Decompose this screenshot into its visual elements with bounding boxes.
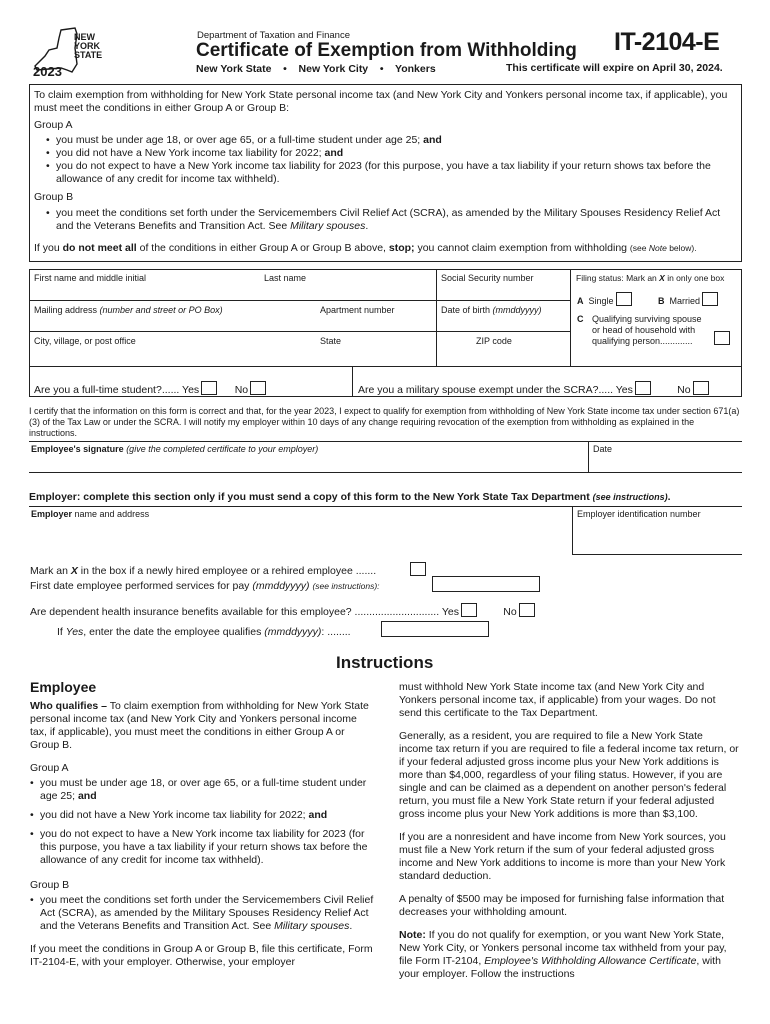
status-c-letter: C xyxy=(577,314,584,324)
student-yes-checkbox[interactable] xyxy=(201,381,217,395)
file-certificate-text: If you meet the conditions in Group A or Group B, file this certificate, Form IT-2104-E, with your employer. Otherwise, your employer xyxy=(30,943,373,968)
military-no-checkbox[interactable] xyxy=(693,381,709,395)
expiration-notice: This certificate will expire on April 30, 2024. xyxy=(506,62,723,74)
logo-text xyxy=(74,33,102,60)
note-paragraph: Note: If you do not qualify for exemption, or you want New York State, New York City, or Yonkers personal income tax withheld from your pay, file Form IT-2104, Employee's Withholding Allowance Certificate, with your employer. Follow the instructions xyxy=(399,929,727,980)
logo-line: YORK xyxy=(74,41,101,51)
instructions-right-column xyxy=(399,681,739,991)
state-field[interactable]: State xyxy=(320,336,342,346)
qualify-date-input[interactable] xyxy=(381,621,489,637)
first-date-row: First date employee performed services for pay (mmddyyyy) (see instructions): xyxy=(30,580,380,592)
first-name-field[interactable]: First name and middle initial xyxy=(34,273,147,283)
first-date-input[interactable] xyxy=(432,576,540,592)
withhold-paragraph: must withhold New York State income tax (and New York City and Yonkers personal income tax, if applicable) from your wages. Do not send this certificate to the Tax Department. xyxy=(399,681,716,719)
jurisdictions xyxy=(196,63,436,75)
last-name-field[interactable]: Last name xyxy=(264,273,307,283)
status-married: B Married xyxy=(658,292,718,307)
military-yes-checkbox[interactable] xyxy=(635,381,651,395)
employer-section-header: Employer: complete this section only if you must send a copy of this form to the New York State Tax Department (see instructions). xyxy=(29,491,671,503)
ins-group-b-label: Group B xyxy=(30,879,70,891)
separator: • xyxy=(283,63,287,75)
form-year: 2023 xyxy=(33,64,62,79)
single-checkbox[interactable] xyxy=(616,292,632,306)
group-a-label: Group A xyxy=(34,119,73,131)
married-checkbox[interactable] xyxy=(702,292,718,306)
ein-field[interactable]: Employer identification number xyxy=(577,509,701,519)
group-b-list xyxy=(34,207,734,233)
who-qualifies: Who qualifies – To claim exemption from withholding for New York State personal income tax (and New York City and Yonkers personal income tax, if applicable), you must meet the conditions in either Group A or Group B. xyxy=(30,700,369,751)
mailing-address-field[interactable]: Mailing address (number and street or PO Box) xyxy=(34,305,223,315)
health-insurance-row: Are dependent health insurance benefits available for this employee? ............................. Yes No xyxy=(30,603,535,619)
city-field[interactable]: City, village, or post office xyxy=(34,336,136,346)
jurisdiction-nys: New York State xyxy=(196,63,272,75)
apartment-field[interactable]: Apartment number xyxy=(320,305,395,315)
instructions-heading: Instructions xyxy=(336,653,434,672)
separator: • xyxy=(379,63,384,75)
list-item: • you do not expect to have a New York income tax liability for 2023 (for this purpose, you have a tax liability if your return shows tax before the allowance of any credit for income tax withheld). xyxy=(34,160,734,186)
student-no-checkbox[interactable] xyxy=(250,381,266,395)
list-item: • you meet the conditions set forth under the Servicemembers Civil Relief Act (SCRA), as amended by the Military Spouses Residency Relief Act and the Veterans Benefits and Transition Act. See Military spouses. xyxy=(34,207,734,233)
list-item: • you do not expect to have a New York income tax liability for 2023 (for this purpose, you have a tax liability if your return shows tax before the allowance of any credit for income tax withheld). xyxy=(30,828,375,867)
qualify-date-row: If Yes, enter the date the employee qualifies (mmddyyyy): ........ xyxy=(57,626,351,638)
employee-heading: Employee xyxy=(30,679,97,695)
list-item: • you must be under age 18, or over age 65, or a full-time student under age 25; and xyxy=(34,134,734,147)
health-yes-checkbox[interactable] xyxy=(461,603,477,617)
resident-paragraph: Generally, as a resident, you are required to file a New York State income tax return if you are required to file a federal income tax return, or if your federal adjusted gross income plus your New York additions is more than $4,000, regardless of your filing status. However, if you are single and can be claimed as a dependent on another person's federal return, you must file a New York State return if your federal adjusted gross income plus your New York additions is more than $3,100. xyxy=(399,730,739,820)
list-item: • you did not have a New York income tax liability for 2022; and xyxy=(30,809,375,822)
instructions-left-column xyxy=(30,681,375,979)
form-title: Certificate of Exemption from Withholding xyxy=(196,40,577,61)
penalty-paragraph: A penalty of $500 may be imposed for furnishing false information that decreases your withholding amount. xyxy=(399,893,725,918)
military-question: Are you a military spouse exempt under the SCRA?..... Yes No xyxy=(358,381,709,397)
list-item: • you must be under age 18, or over age 65, or a full-time student under age 25; and xyxy=(30,777,375,803)
filing-status-label: Filing status: Mark an X in only one box xyxy=(576,273,725,283)
newly-hired-row: Mark an X in the box if a newly hired employee or a rehired employee ....... xyxy=(30,565,377,577)
signature-date-field[interactable]: Date xyxy=(593,444,613,454)
employer-name-field[interactable]: Employer name and address xyxy=(31,509,150,519)
status-single: A Single xyxy=(577,292,632,307)
dob-field[interactable]: Date of birth (mmddyyyy) xyxy=(441,305,542,315)
group-b-label: Group B xyxy=(34,191,74,203)
eligibility-intro: To claim exemption from withholding for New York State personal income tax (and New York City and Yonkers personal income tax, if applicable), you must meet the conditions in either Group A or Group B: xyxy=(34,89,728,114)
list-item: • you did not have a New York income tax liability for 2022; and xyxy=(34,147,734,160)
department-name: Department of Taxation and Finance xyxy=(197,30,350,41)
jurisdiction-yonkers: Yonkers xyxy=(395,63,436,75)
jurisdiction-nyc: New York City xyxy=(298,63,369,75)
employee-signature-field[interactable]: Employee's signature (give the completed certificate to your employer) xyxy=(31,444,319,454)
eligibility-warning: If you do not meet all of the conditions in either Group A or Group B above, stop; you cannot claim exemption from withholding (see Note below). xyxy=(34,242,697,254)
status-qualifying-surviving: Qualifying surviving spouse or head of household with qualifying person............. xyxy=(592,314,702,346)
health-no-checkbox[interactable] xyxy=(519,603,535,617)
student-question: Are you a full-time student?...... Yes No xyxy=(34,381,266,397)
logo-line: NEW xyxy=(74,32,95,42)
group-a-list xyxy=(34,134,734,186)
list-item: • you meet the conditions set forth under the Servicemembers Civil Relief Act (SCRA), as amended by the Military Spouses Residency Relief Act and the Veterans Benefits and Transition Act. See Military spouses. xyxy=(30,894,375,933)
zip-field[interactable]: ZIP code xyxy=(476,336,512,346)
ins-group-a-label: Group A xyxy=(30,762,69,774)
form-number: IT-2104-E xyxy=(614,28,720,56)
nonresident-paragraph: If you are a nonresident and have income from New York sources, you must file a New York return if the sum of your federal adjusted gross income and New York additions to income is more than your New York standard deduction. xyxy=(399,831,726,882)
logo-line: STATE xyxy=(74,50,103,60)
ssn-field[interactable]: Social Security number xyxy=(441,273,534,283)
newly-hired-checkbox[interactable] xyxy=(410,562,426,576)
certification-text: I certify that the information on this form is correct and that, for the year 2023, I expect to qualify for exemption from withholding of New York State income tax under section 671(a)(3) of the Tax Law or under the SCRA. I will notify my employer within 10 days of any change requiring revocation of the exemption from withholding as explained in the instructions. xyxy=(29,406,740,438)
qualifying-surviving-checkbox[interactable] xyxy=(714,331,730,345)
